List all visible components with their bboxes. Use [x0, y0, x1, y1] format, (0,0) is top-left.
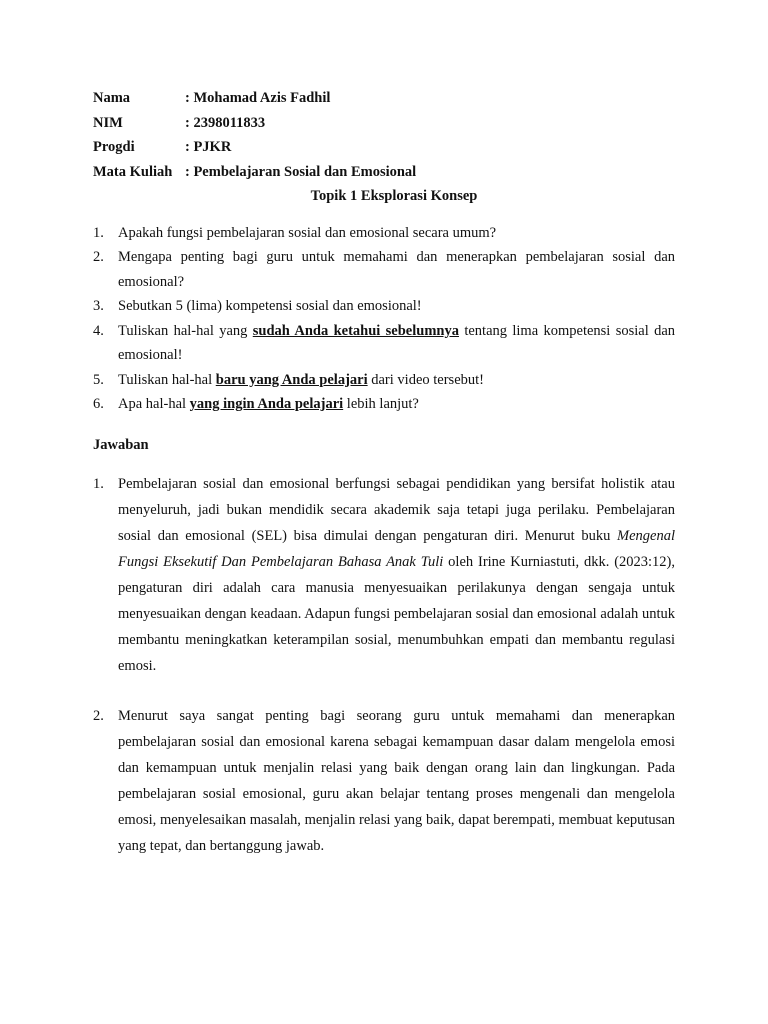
document-page	[93, 86, 675, 859]
question-number: 2.	[93, 249, 104, 265]
question-text-post: tentang lima kompetensi sosial dan emosional!	[118, 322, 676, 363]
answer-item	[93, 703, 675, 859]
question-text-post: dari video tersebut!	[367, 371, 484, 388]
question-text: Apakah fungsi pembelajaran sosial dan emosional secara umum?	[118, 224, 497, 241]
meta-value: : Mohamad Azis Fadhil	[185, 90, 331, 106]
answer-text-pre: Pembelajaran sosial dan emosional berfungsi sebagai pendidikan yang bersifat holistik atau menyeluruh, jadi bukan mendidik secara akademik saja tetapi juga perilaku. Pembelajaran sosial dan emosional (SEL) bisa dimulai dengan pengaturan diri. Menurut buku	[118, 475, 675, 544]
question-number: 3.	[93, 298, 104, 314]
meta-row-nama	[93, 86, 675, 111]
answer-item	[93, 471, 675, 679]
answer-text-post: oleh Irine Kurniastuti, dkk. (2023:12), pengaturan diri adalah cara manusia menyesuaikan perilakunya dengan sengaja untuk menyesuaikan dengan keadaan. Adapun fungsi pembelajaran sosial dan emosional adalah untuk membantu meningkatkan keterampilan sosial, menumbuhkan empati dan membantu regulasi emosi.	[118, 553, 675, 674]
question-number: 6.	[93, 396, 104, 412]
question-emphasis: baru yang Anda pelajari	[215, 371, 368, 388]
question-text: Mengapa penting bagi guru untuk memahami dan menerapkan pembelajaran sosial dan emosional?	[118, 249, 675, 290]
meta-key: Progdi	[93, 139, 135, 155]
answers-heading: Jawaban	[93, 436, 149, 453]
question-item	[93, 368, 675, 393]
meta-row-nim	[93, 111, 675, 136]
meta-value: : 2398011833	[185, 114, 266, 131]
identity-block	[93, 86, 675, 184]
question-item	[93, 245, 675, 294]
question-item	[93, 319, 675, 368]
question-number: 1.	[93, 224, 104, 241]
meta-row-mata-kuliah	[93, 160, 675, 185]
question-item	[93, 392, 675, 417]
question-text: Sebutkan 5 (lima) kompetensi sosial dan emosional!	[118, 298, 422, 314]
question-text-pre: Tuliskan hal-hal	[118, 371, 216, 388]
question-number: 4.	[93, 322, 104, 339]
question-text-post: lebih lanjut?	[343, 396, 419, 412]
topic-title: Topik 1 Eksplorasi Konsep	[310, 188, 478, 204]
answer-text: Menurut saya sangat penting bagi seorang guru untuk memahami dan menerapkan pembelajaran sosial dan emosional karena sebagai kemampuan dasar dalam mengelola emosi dan kemampuan untuk menjalin relasi yang baik dengan orang lain dan lingkungan. Pada pembelajaran sosial emosional, guru akan belajar tentang proses mengenali dan mengelola emosi, menyelesaikan masalah, menjalin relasi yang baik, dapat berempati, membuat keputusan yang tepat, dan bertanggung jawab.	[118, 707, 675, 854]
answer-number: 1.	[93, 475, 104, 492]
meta-value: : PJKR	[185, 139, 232, 155]
answer-list	[93, 471, 675, 859]
question-number: 5.	[93, 371, 104, 388]
question-text-pre: Apa hal-hal	[118, 396, 190, 412]
meta-value: : Pembelajaran Sosial dan Emosional	[185, 163, 417, 180]
meta-key: Nama	[93, 90, 131, 106]
question-text-pre: Tuliskan hal-hal yang	[118, 322, 253, 339]
book-title: Mengenal Fungsi Eksekutif Dan Pembelajaran Bahasa Anak Tuli	[118, 527, 675, 570]
question-emphasis: sudah Anda ketahui sebelumnya	[252, 322, 459, 339]
meta-key: Mata Kuliah	[93, 163, 173, 180]
meta-key: NIM	[93, 114, 123, 131]
question-item	[93, 221, 675, 246]
question-item	[93, 294, 675, 319]
question-list	[93, 221, 675, 417]
meta-row-progdi	[93, 135, 675, 160]
answer-number: 2.	[93, 707, 104, 724]
question-emphasis: yang ingin Anda pelajari	[189, 396, 344, 412]
